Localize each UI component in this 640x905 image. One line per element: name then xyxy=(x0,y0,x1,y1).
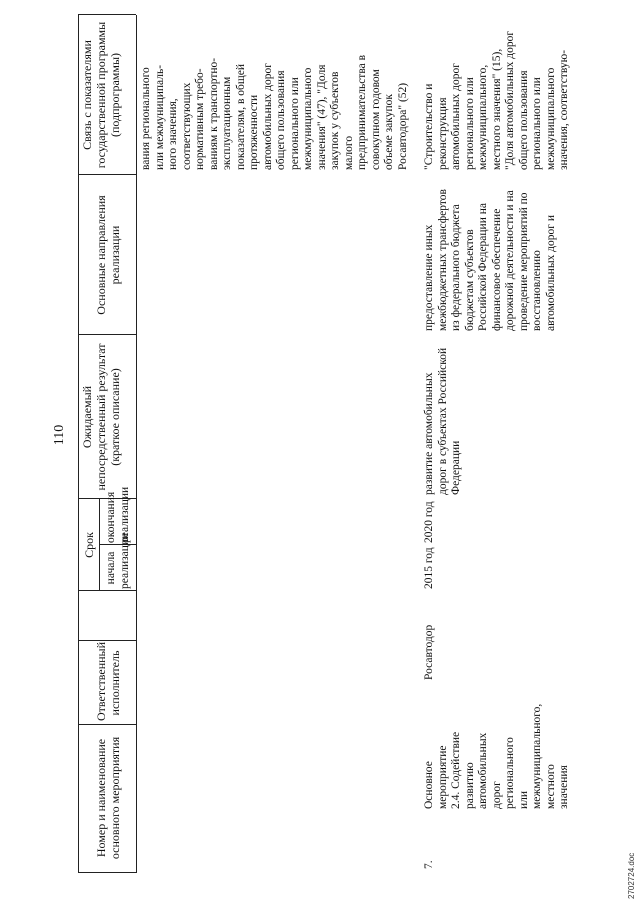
row-directions: предоставление иных межбюджетных трансфертов из федерального бюджета бюджетам субъектов Российской Федерации на финансовое обеспечение дорожной деятельности и на проведение мероприятий по восстановлению автомобильных дорог и xyxy=(423,189,557,331)
row-executor: Росавтодор xyxy=(423,624,435,680)
header-expected-result: Ожидаемый непосредственный результат (краткое описание) xyxy=(80,343,122,491)
file-name: 2702724.doc xyxy=(627,852,636,899)
row-result: развитие автомобильных дорог в субъектах Российской Федерации xyxy=(423,347,462,495)
header-executor: Ответственный исполнитель xyxy=(94,641,122,721)
row-name: Основное мероприятие 2.4. Содействие развитию автомобильных дорог регионального или межмуниципального, местного значения xyxy=(423,703,570,809)
col-divider-1 xyxy=(78,724,136,725)
header-term: Срок xyxy=(82,532,96,558)
page-number: 110 xyxy=(52,424,67,446)
col-divider-6 xyxy=(78,174,136,175)
header-directions: Основные направления реализации xyxy=(94,195,122,315)
col-divider-2 xyxy=(78,640,136,641)
row-end: 2020 год xyxy=(423,501,435,543)
header-bottom-border xyxy=(136,15,137,873)
table-top-border xyxy=(78,15,79,873)
header-number-name: Номер и наименование основного мероприятия xyxy=(94,736,122,860)
header-link: Связь с показателями государственной программы (подпрограммы) xyxy=(80,21,122,169)
term-subheader-border xyxy=(99,499,100,591)
col-divider-5 xyxy=(78,334,136,335)
table-right-border xyxy=(78,14,136,15)
row-number: 7. xyxy=(423,860,435,869)
row-link: "Строительство и реконструкция автомобильных дорог регионального или межмуниципального, местного значения" (15), "Доля автомобильных дорог общего пользования регионального или межмуниципального значения, соответствую- xyxy=(423,30,570,170)
header-term-end: окончания реализации xyxy=(105,486,131,543)
continuation-link-text: вания регионального или межмуниципаль- ного значения, соответствующих нормативным требо- ваниям к транспортно- эксплуатационным показателям, в общей протяженности автомобильных дорог общего пользования регионального или межмуниципального значения" (47), "Доля закупок у субъектов малого предпринимательства в совокупном годовом объеме закупок Росавтодора" (52) xyxy=(140,54,409,170)
row-start: 2015 год xyxy=(423,547,435,589)
table-left-border xyxy=(78,872,136,873)
header-term-start: начала реализации xyxy=(105,532,131,589)
